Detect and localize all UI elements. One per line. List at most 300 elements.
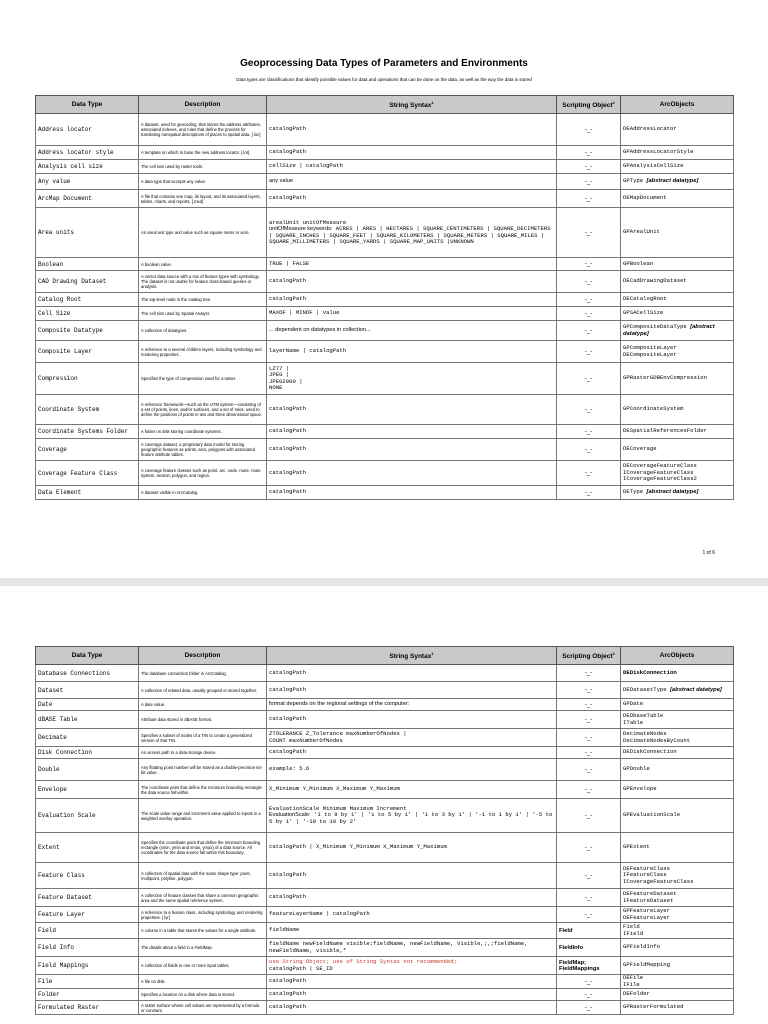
arcobjects-text: DEDiskConnection [623, 668, 677, 676]
table-row [36, 486, 734, 500]
abstract-datatype-note: [abstract datatype] [670, 686, 722, 693]
syntax-text: layerName | catalogPath [269, 347, 347, 355]
cell-string-syntax [267, 889, 557, 907]
cell-scripting-object: -_- [557, 461, 621, 486]
cell-description: A reference to a several children layers, including symbology and rendering properties. [139, 341, 267, 363]
arcobjects-text-line: DEFeatureLayer [623, 913, 670, 921]
cell-arcobjects [621, 341, 734, 363]
table-row [36, 863, 734, 889]
cell-string-syntax [267, 781, 557, 799]
table-row [36, 425, 734, 439]
cell-scripting-object: -_- [557, 711, 621, 729]
cell-data-type: Catalog Root [36, 293, 139, 307]
cell-data-type: Cell Size [36, 307, 139, 321]
syntax-text: catalogPath [269, 148, 306, 156]
table-row [36, 190, 734, 208]
cell-arcobjects [621, 907, 734, 923]
syntax-main [269, 894, 554, 900]
arcobjects-text: DEDiskConnection [623, 748, 677, 756]
syntax-main [269, 178, 554, 184]
cell-data-type: Formulated Raster [36, 1001, 139, 1015]
cell-arcobjects [621, 939, 734, 957]
syntax-text: catalogPath [269, 488, 306, 496]
cell-description: Specifies the coordinate pairs that define the minimum bounding rectangle (xmin, ymin and xmax, ymax) of a data source. All coordinates for the data source fall within this boundary. [139, 833, 267, 863]
cell-scripting-object [557, 923, 621, 939]
cell-data-type: Coverage [36, 439, 139, 461]
cell-data-type: Coordinate Systems Folder [36, 425, 139, 439]
arcobjects-text: GPAnalysisCellSize [623, 162, 684, 170]
cell-string-syntax [267, 160, 557, 174]
syntax-main [269, 470, 554, 476]
cell-scripting-object: -_- [557, 395, 621, 425]
cell-string-syntax [267, 307, 557, 321]
cell-data-type: Feature Class [36, 863, 139, 889]
cell-description: An access path to a data storage device. [139, 747, 267, 759]
table-row [36, 989, 734, 1001]
syntax-text: catalogPath [269, 871, 306, 879]
cell-arcobjects [621, 321, 734, 341]
arcobjects-text-line: DecimateNodes [623, 730, 667, 738]
table-row [36, 1001, 734, 1015]
arcobjects-text: DEAddressLocator [623, 125, 677, 133]
table-row [36, 781, 734, 799]
header-data-type: Data Type [36, 647, 139, 665]
syntax-text: ... dependent on datatypes in collection... [269, 327, 371, 334]
table-row [36, 923, 734, 939]
table-row [36, 759, 734, 781]
cell-arcobjects [621, 425, 734, 439]
header-arcobjects: ArcObjects [621, 96, 734, 114]
cell-data-type: Coverage Feature Class [36, 461, 139, 486]
arcobjects-text-line: IField [623, 929, 644, 937]
arcobjects-text-line: GPFeatureLayer [623, 907, 670, 915]
cell-description: Specifies a location on a disk where data is stored. [139, 989, 267, 1001]
syntax-text: catalogPath [269, 468, 306, 476]
arcobjects-text: GPRasterGDBEnvCompression [623, 374, 707, 382]
arcobjects-text-line: DEFeatureDataset [623, 890, 677, 898]
cell-string-syntax [267, 682, 557, 699]
header-arcobjects: ArcObjects [621, 647, 734, 665]
arcobjects-text: DEFolder [623, 990, 650, 998]
cell-string-syntax [267, 114, 557, 146]
cell-description: An areal unit type and value such as square meter or acre. [139, 208, 267, 258]
syntax-keywords [269, 226, 554, 245]
cell-arcobjects [621, 160, 734, 174]
table-row [36, 208, 734, 258]
cell-scripting-object: -_- [557, 989, 621, 1001]
cell-arcobjects [621, 293, 734, 307]
cell-string-syntax [267, 939, 557, 957]
cell-scripting-object: -_- [557, 975, 621, 989]
cell-scripting-object: -_- [557, 799, 621, 833]
cell-data-type: ArcMap Document [36, 190, 139, 208]
cell-description: A collection of spatial data with the same shape type: point, multipoint, polyline, polygon. [139, 863, 267, 889]
scripting-object-text: Field [559, 927, 573, 934]
table-row [36, 160, 734, 174]
cell-scripting-object [557, 957, 621, 975]
cell-scripting-object: -_- [557, 439, 621, 461]
cell-data-type: Date [36, 699, 139, 711]
arcobjects-text-line: GPCompositeLayer [623, 344, 677, 352]
document-title: Geoprocessing Data Types of Parameters and Environments [240, 58, 528, 69]
syntax-text: MAXOF | MINOF | value [269, 309, 340, 317]
syntax-text-line: NONE [269, 383, 283, 391]
cell-description: A reference framework—such as the UTM system—consisting of a set of points, lines, and/or surfaces, and a set of rules, used to define the positions of points in two and three dimensional space. [139, 395, 267, 425]
cell-scripting-object: -_- [557, 341, 621, 363]
cell-description: A coverage feature classes such as point, arc, node, route, route system, section, polygon, and region. [139, 461, 267, 486]
abstract-datatype-note: [abstract datatype] [646, 489, 699, 496]
cell-arcobjects [621, 989, 734, 1001]
table-row [36, 439, 734, 461]
cell-scripting-object: -_- [557, 425, 621, 439]
syntax-main [269, 687, 554, 693]
syntax-main [269, 428, 554, 434]
arcobjects-text: GPDouble [623, 765, 650, 773]
header-string-syntax: String Syntax$^1$ [267, 647, 557, 665]
arcobjects-text: GPEnvelope [623, 785, 657, 793]
arcobjects-text: GPArealUnit [623, 228, 660, 236]
syntax-note: use String Object; use of String Syntax not recommended; [269, 958, 457, 966]
arcobjects-text-line: IFile [623, 980, 640, 988]
syntax-main [269, 927, 554, 933]
syntax-text: catalogPath [269, 715, 306, 723]
table-row [36, 975, 734, 989]
cell-data-type: Disk Connection [36, 747, 139, 759]
cell-data-type: Decimate [36, 729, 139, 747]
cell-arcobjects [621, 461, 734, 486]
cell-string-syntax [267, 461, 557, 486]
document-page-2 [0, 586, 768, 1024]
table-header-row [36, 96, 734, 114]
table-row [36, 341, 734, 363]
syntax-text: catalogPath [269, 125, 306, 133]
cell-string-syntax [267, 341, 557, 363]
cell-string-syntax [267, 146, 557, 160]
syntax-text: catalogPath | X_Minimum Y_Minimum X_Maximum Y_Maximum [269, 843, 447, 851]
cell-description: A vector data source with a mix of feature types with symbology. The dataset is not usable for feature class-based queries or analysis. [139, 271, 267, 293]
cell-arcobjects [621, 759, 734, 781]
cell-scripting-object: -_- [557, 258, 621, 271]
arcobjects-text-line: DecimateNodesByCount [623, 736, 691, 744]
table-row [36, 174, 734, 190]
syntax-main [269, 348, 554, 354]
cell-scripting-object: -_- [557, 271, 621, 293]
cell-scripting-object: -_- [557, 146, 621, 160]
cell-description: A dataset visible in ArcCatalog. [139, 486, 267, 500]
syntax-main [269, 978, 554, 984]
cell-data-type: Field Info [36, 939, 139, 957]
abstract-datatype-note: [abstract datatype] [623, 324, 715, 337]
cell-description: A dataset, used for geocoding, that stores the address attributes, associated indexes, and rules that define the process for translating nonspatial descriptions of places to spatial data. [.loc] [139, 114, 267, 146]
cell-scripting-object: -_- [557, 747, 621, 759]
syntax-text-line: ZTOLERANCE Z_Tolerance maxNumberOfNodes | [269, 730, 407, 738]
cell-arcobjects [621, 439, 734, 461]
syntax-keyword-values: ACRES | ARES | HECTARES | SQUARE_CENTIMETERS | SQUARE_DECIMETERS | SQUARE_INCHES | SQUARE_FEET | SQUARE_KILOMETERS | SQUARE_METERS | SQUARE_MILES | SQUARE_MILLIMETERS | SQUARE_YARDS | SQUARE_MAP_UNITS |UNKNOWN [269, 225, 551, 245]
arcobjects-text-line: IFeatureDataset [623, 896, 674, 904]
data-types-table-page-2 [35, 646, 734, 1015]
arcobjects-text-line: Field [623, 923, 640, 931]
cell-string-syntax [267, 729, 557, 747]
cell-data-type: Folder [36, 989, 139, 1001]
cell-string-syntax [267, 711, 557, 729]
arcobjects-text: DESpatialReferencesFolder [623, 427, 707, 435]
table-row [36, 907, 734, 923]
cell-string-syntax [267, 923, 557, 939]
syntax-text: catalogPath [269, 445, 306, 453]
syntax-main [269, 310, 554, 316]
cell-arcobjects [621, 307, 734, 321]
syntax-main [269, 786, 554, 792]
arcobjects-text: GPFieldInfo [623, 943, 660, 951]
cell-scripting-object: -_- [557, 833, 621, 863]
cell-string-syntax [267, 363, 557, 395]
cell-data-type: Compression [36, 363, 139, 395]
cell-description: A data type that accepts any value. [139, 174, 267, 190]
cell-description: A boolean value. [139, 258, 267, 271]
cell-description: A collection of related data, usually grouped or stored together. [139, 682, 267, 699]
table-row [36, 699, 734, 711]
cell-scripting-object: -_- [557, 665, 621, 682]
syntax-text: any value [269, 178, 293, 185]
syntax-main [269, 406, 554, 412]
data-types-table-page-1 [35, 95, 734, 500]
syntax-text-line: JPEG | [269, 371, 290, 379]
cell-data-type: Address locator [36, 114, 139, 146]
syntax-text: catalogPath [269, 427, 306, 435]
table-row [36, 307, 734, 321]
cell-scripting-object: -_- [557, 907, 621, 923]
cell-data-type: Composite Datatype [36, 321, 139, 341]
cell-arcobjects [621, 395, 734, 425]
syntax-text: catalogPath [269, 277, 306, 285]
cell-string-syntax [267, 271, 557, 293]
cell-data-type: Data Element [36, 486, 139, 500]
cell-description: Attribute data stored in dBASE format. [139, 711, 267, 729]
cell-arcobjects [621, 699, 734, 711]
syntax-text-line: LZ77 | [269, 364, 290, 372]
syntax-text: catalogPath [269, 748, 306, 756]
cell-description: The coordinate pairs that define the minimum bounding rectangle the data source fall within. [139, 781, 267, 799]
cell-description: A date value. [139, 699, 267, 711]
cell-string-syntax [267, 699, 557, 711]
cell-string-syntax [267, 258, 557, 271]
syntax-main [269, 941, 554, 954]
cell-scripting-object: -_- [557, 321, 621, 341]
cell-scripting-object: -_- [557, 759, 621, 781]
arcobjects-text: GPEvaluationScale [623, 811, 681, 819]
cell-string-syntax [267, 395, 557, 425]
syntax-main [269, 991, 554, 997]
cell-data-type: CAD Drawing Dataset [36, 271, 139, 293]
syntax-keywords [269, 812, 554, 825]
cell-description: The top-level node in the catalog tree. [139, 293, 267, 307]
cell-string-syntax [267, 1001, 557, 1015]
arcobjects-text: DEMapDocument [623, 194, 667, 202]
syntax-main [269, 716, 554, 722]
table-row [36, 833, 734, 863]
header-description: Description [139, 647, 267, 665]
table-row [36, 665, 734, 682]
cell-data-type: Address locator style [36, 146, 139, 160]
cell-data-type: dBASE Table [36, 711, 139, 729]
syntax-text: catalogPath [269, 295, 306, 303]
syntax-main [269, 366, 554, 392]
arcobjects-text-line: ICoverageFeatureClass2 [623, 475, 697, 483]
syntax-main [269, 195, 554, 201]
cell-arcobjects [621, 271, 734, 293]
syntax-text: catalogPath [269, 990, 306, 998]
cell-scripting-object: -_- [557, 699, 621, 711]
cell-description: A column in a table that stores the values for a single attribute. [139, 923, 267, 939]
cell-string-syntax [267, 957, 557, 975]
syntax-main [269, 296, 554, 302]
arcobjects-text-line: ICoverageFeatureClass [623, 468, 694, 476]
syntax-main [269, 670, 554, 676]
cell-data-type: Composite Layer [36, 341, 139, 363]
syntax-main [269, 278, 554, 284]
syntax-main: catalogPath | SE_ID [269, 964, 333, 972]
cell-data-type: Extent [36, 833, 139, 863]
cell-arcobjects [621, 486, 734, 500]
cell-description: Specifies a subset of nodes of a TIN to create a generalized version of that TIN. [139, 729, 267, 747]
syntax-text: fieldName [269, 926, 300, 934]
syntax-text-line: JPEG2000 | [269, 377, 303, 385]
cell-arcobjects [621, 799, 734, 833]
cell-description: Specifies the type of compression used for a raster. [139, 363, 267, 395]
cell-string-syntax [267, 799, 557, 833]
cell-data-type: Evaluation Scale [36, 799, 139, 833]
header-scripting-object: Scripting Object$^2$ [557, 96, 621, 114]
table-row [36, 889, 734, 907]
cell-description: A file on disk. [139, 975, 267, 989]
table-row [36, 711, 734, 729]
table-row [36, 363, 734, 395]
arcobjects-text-line: DECoverageFeatureClass [623, 462, 697, 470]
cell-description: A template on which to base the new address locator. [.lot] [139, 146, 267, 160]
cell-arcobjects [621, 190, 734, 208]
cell-data-type: Boolean [36, 258, 139, 271]
syntax-keyword-values: '1 to 9 by 1' | '1 to 5 by 1' | '1 to 3 by 1' | '-1 to 1 by 1' | '-5 to 5 by 1' | '-10 to 10 by 2' [269, 811, 553, 825]
syntax-main [269, 872, 554, 878]
cell-arcobjects [621, 711, 734, 729]
cell-arcobjects [621, 889, 734, 907]
table-row [36, 271, 734, 293]
cell-description: Any floating point number will be stored as a double-precision 64-bit value. [139, 759, 267, 781]
table-row [36, 799, 734, 833]
cell-description: The database connection folder in ArcCatalog. [139, 665, 267, 682]
cell-string-syntax [267, 665, 557, 682]
arcobjects-text: DECadDrawingDataset [623, 277, 687, 285]
arcobjects-text: GPRasterFormulated [623, 1003, 684, 1011]
cell-data-type: Feature Layer [36, 907, 139, 923]
syntax-text: TRUE | FALSE [269, 259, 310, 267]
syntax-main: arealUnit unitOfMeasure [269, 218, 347, 226]
cell-description: A folder on disk storing coordinate systems. [139, 425, 267, 439]
arcobjects-text: GPCoordinateSystem [623, 405, 684, 413]
arcobjects-text-line: ITable [623, 718, 644, 726]
cell-data-type: Feature Dataset [36, 889, 139, 907]
cell-scripting-object: -_- [557, 363, 621, 395]
arcobjects-text-line: IFeatureClass [623, 871, 667, 879]
cell-string-syntax [267, 486, 557, 500]
cell-string-syntax [267, 759, 557, 781]
cell-arcobjects [621, 665, 734, 682]
cell-data-type: Analysis cell size [36, 160, 139, 174]
cell-string-syntax [267, 190, 557, 208]
cell-string-syntax [267, 439, 557, 461]
arcobjects-text-line: DEFile [623, 974, 644, 982]
cell-description: The scale value range and increment value applied to inputs in a weighted overlay operation. [139, 799, 267, 833]
table-header-row [36, 647, 734, 665]
syntax-main [269, 766, 554, 772]
syntax-text-line: COUNT maxNumberOfNodes [269, 736, 343, 744]
arcobjects-text: GPFieldMapping [623, 961, 670, 969]
table-row [36, 957, 734, 975]
syntax-keyword-label: EvaluationScale: [269, 812, 311, 819]
syntax-text: featureLayerName | catalogPath [269, 910, 370, 918]
cell-description: A collection of datatypes. [139, 321, 267, 341]
table-row [36, 395, 734, 425]
syntax-main [269, 1004, 554, 1010]
cell-description: A coverage dataset, a proprietary data model for storing geographic features as points, arcs, polygons with associated feature attribute tables. [139, 439, 267, 461]
syntax-main [269, 489, 554, 495]
table-row [36, 461, 734, 486]
abstract-datatype-note: [abstract datatype] [646, 178, 699, 185]
table-row [36, 729, 734, 747]
cell-data-type: Field Mappings [36, 957, 139, 975]
cell-arcobjects [621, 781, 734, 799]
cell-scripting-object: -_- [557, 114, 621, 146]
arcobjects-text: GPDate [623, 700, 644, 708]
cell-description: A collection of fields in one or more input tables. [139, 957, 267, 975]
page-gap [0, 578, 768, 586]
syntax-text: catalogPath [269, 685, 306, 693]
cell-arcobjects [621, 114, 734, 146]
cell-string-syntax [267, 747, 557, 759]
syntax-text: catalogPath [269, 405, 306, 413]
cell-scripting-object: -_- [557, 729, 621, 747]
cell-data-type: Dataset [36, 682, 139, 699]
cell-scripting-object: -_- [557, 307, 621, 321]
cell-data-type: Coordinate System [36, 395, 139, 425]
syntax-text: format depends on the regional settings of the computer: [269, 701, 410, 708]
scripting-object-text-line: FieldMap; [559, 959, 587, 966]
arcobjects-text: GPAddressLocatorStyle [623, 148, 694, 156]
scripting-object-text-line: FieldMappings [559, 965, 600, 972]
arcobjects-text: GPBoolean [623, 259, 654, 267]
cell-scripting-object: -_- [557, 486, 621, 500]
syntax-main [269, 844, 554, 850]
table-row [36, 321, 734, 341]
cell-arcobjects [621, 957, 734, 975]
cell-scripting-object: -_- [557, 208, 621, 258]
table-row [36, 747, 734, 759]
table-row [36, 114, 734, 146]
cell-string-syntax [267, 208, 557, 258]
cell-description: A raster surface whose cell values are represented by a formula or constant. [139, 1001, 267, 1015]
cell-description: The cell size used by Spatial Analyst. [139, 307, 267, 321]
syntax-text: catalogPath [269, 1003, 306, 1011]
cell-arcobjects [621, 146, 734, 160]
syntax-text: example: 5.6 [269, 765, 310, 773]
page-number: 1 of 6 [702, 550, 715, 556]
cell-arcobjects [621, 682, 734, 699]
syntax-text: catalogPath [269, 668, 306, 676]
cell-string-syntax [267, 989, 557, 1001]
table-row [36, 146, 734, 160]
arcobjects-text: GPType [623, 177, 644, 185]
cell-data-type: Double [36, 759, 139, 781]
